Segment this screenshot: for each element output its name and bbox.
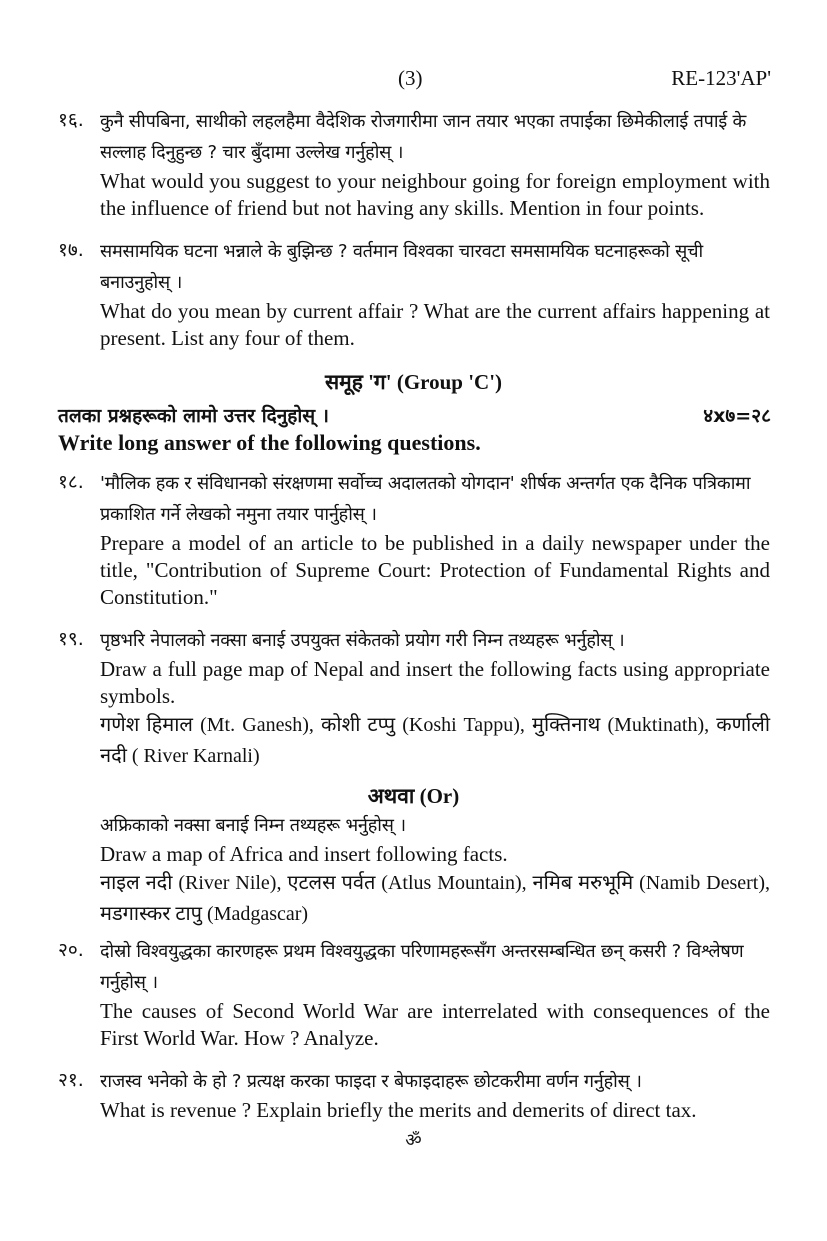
question-text-nepali: कुनै सीपबिना, साथीको लहलहैमा वैदेशिक रोजगारीमा जान तयार भएका तपाईका छिमेकीलाई तपाई के सल्लाह दिनुहुन्छ ? चार बुँदामा उल्लेख गर्नुहोस् । xyxy=(100,111,747,163)
question-text-english: Prepare a model of an article to be published in a daily newspaper under the title, "Contribution of Supreme Court: Protection of Fundamental Rights and Constitution." xyxy=(100,531,770,609)
question-text-nepali: समसामयिक घटना भन्नाले के बुझिन्छ ? वर्तमान विश्वका चारवटा समसामयिक घटनाहरूको सूची बनाउनुहोस् । xyxy=(100,241,704,293)
question-21 xyxy=(58,1066,770,1124)
question-text-english: Draw a full page map of Nepal and insert the following facts using appropriate symbols. xyxy=(100,657,770,708)
or-divider: अथवा (Or) xyxy=(367,784,460,808)
map-facts-africa: नाइल नदी (River Nile), एटलस पर्वत (Atlus Mountain), नमिब मरुभूमि (Namib Desert), मडगास्कर टापु (Madgascar) xyxy=(100,872,770,925)
instruction-english: Write long answer of the following questions. xyxy=(58,430,481,455)
map-facts-nepal: गणेश हिमाल (Mt. Ganesh), कोशी टप्पु (Koshi Tappu), मुक्तिनाथ (Muktinath), कर्णाली नदी ( River Karnali) xyxy=(100,714,770,767)
instruction-nepali: तलका प्रश्नहरूको लामो उत्तर दिनुहोस् । xyxy=(58,405,329,427)
question-text-nepali: 'मौलिक हक र संविधानको संरक्षणमा सर्वोच्च अदालतको योगदान' शीर्षक अन्तर्गत एक दैनिक पत्रिकामा प्रकाशित गर्ने लेखको नमुना तयार पार्नुहोस् । xyxy=(100,473,751,525)
question-19 xyxy=(58,625,770,772)
question-17 xyxy=(58,236,770,352)
question-20 xyxy=(58,936,770,1052)
question-text-english: The causes of Second World War are interrelated with consequences of the First World War. How ? Analyze. xyxy=(100,999,770,1050)
alternative-text-english: Draw a map of Africa and insert following facts. xyxy=(100,842,508,866)
question-19-alternative xyxy=(58,810,770,930)
question-number: १७. xyxy=(58,239,84,261)
end-of-page-mark: ॐ xyxy=(405,1130,422,1151)
marks-allocation: ४x७=२८ xyxy=(703,405,771,427)
question-number: १८. xyxy=(58,471,84,493)
question-number: १६. xyxy=(58,109,84,131)
question-number: १९. xyxy=(58,628,84,650)
exam-code: RE-123'AP' xyxy=(671,66,771,90)
question-18 xyxy=(58,468,770,611)
alternative-text-nepali: अफ्रिकाको नक्सा बनाई निम्न तथ्यहरू भर्नुहोस् । xyxy=(100,815,406,836)
question-text-nepali: राजस्व भनेको के हो ? प्रत्यक्ष करका फाइदा र बेफाइदाहरू छोटकरीमा वर्णन गर्नुहोस् । xyxy=(100,1071,642,1092)
question-text-nepali: दोस्रो विश्वयुद्धका कारणहरू प्रथम विश्वयुद्धका परिणामहरूसँग अन्तरसम्बन्धित छन् कसरी ? विश्लेषण गर्नुहोस् । xyxy=(100,941,744,993)
question-text-english: What would you suggest to your neighbour going for foreign employment with the influence of friend but not having any skills. Mention in four points. xyxy=(100,169,770,220)
question-text-english: What do you mean by current affair ? What are the current affairs happening at present. List any four of them. xyxy=(100,299,770,350)
question-number: २०. xyxy=(58,939,84,961)
question-text-english: What is revenue ? Explain briefly the merits and demerits of direct tax. xyxy=(100,1098,697,1122)
page-number: (3) xyxy=(398,66,423,90)
question-16 xyxy=(58,106,770,222)
group-c-title: समूह 'ग' (Group 'C') xyxy=(324,370,503,394)
question-number: २१. xyxy=(58,1069,84,1091)
question-text-nepali: पृष्ठभरि नेपालको नक्सा बनाई उपयुक्त संकेतको प्रयोग गरी निम्न तथ्यहरू भर्नुहोस् । xyxy=(100,630,625,651)
